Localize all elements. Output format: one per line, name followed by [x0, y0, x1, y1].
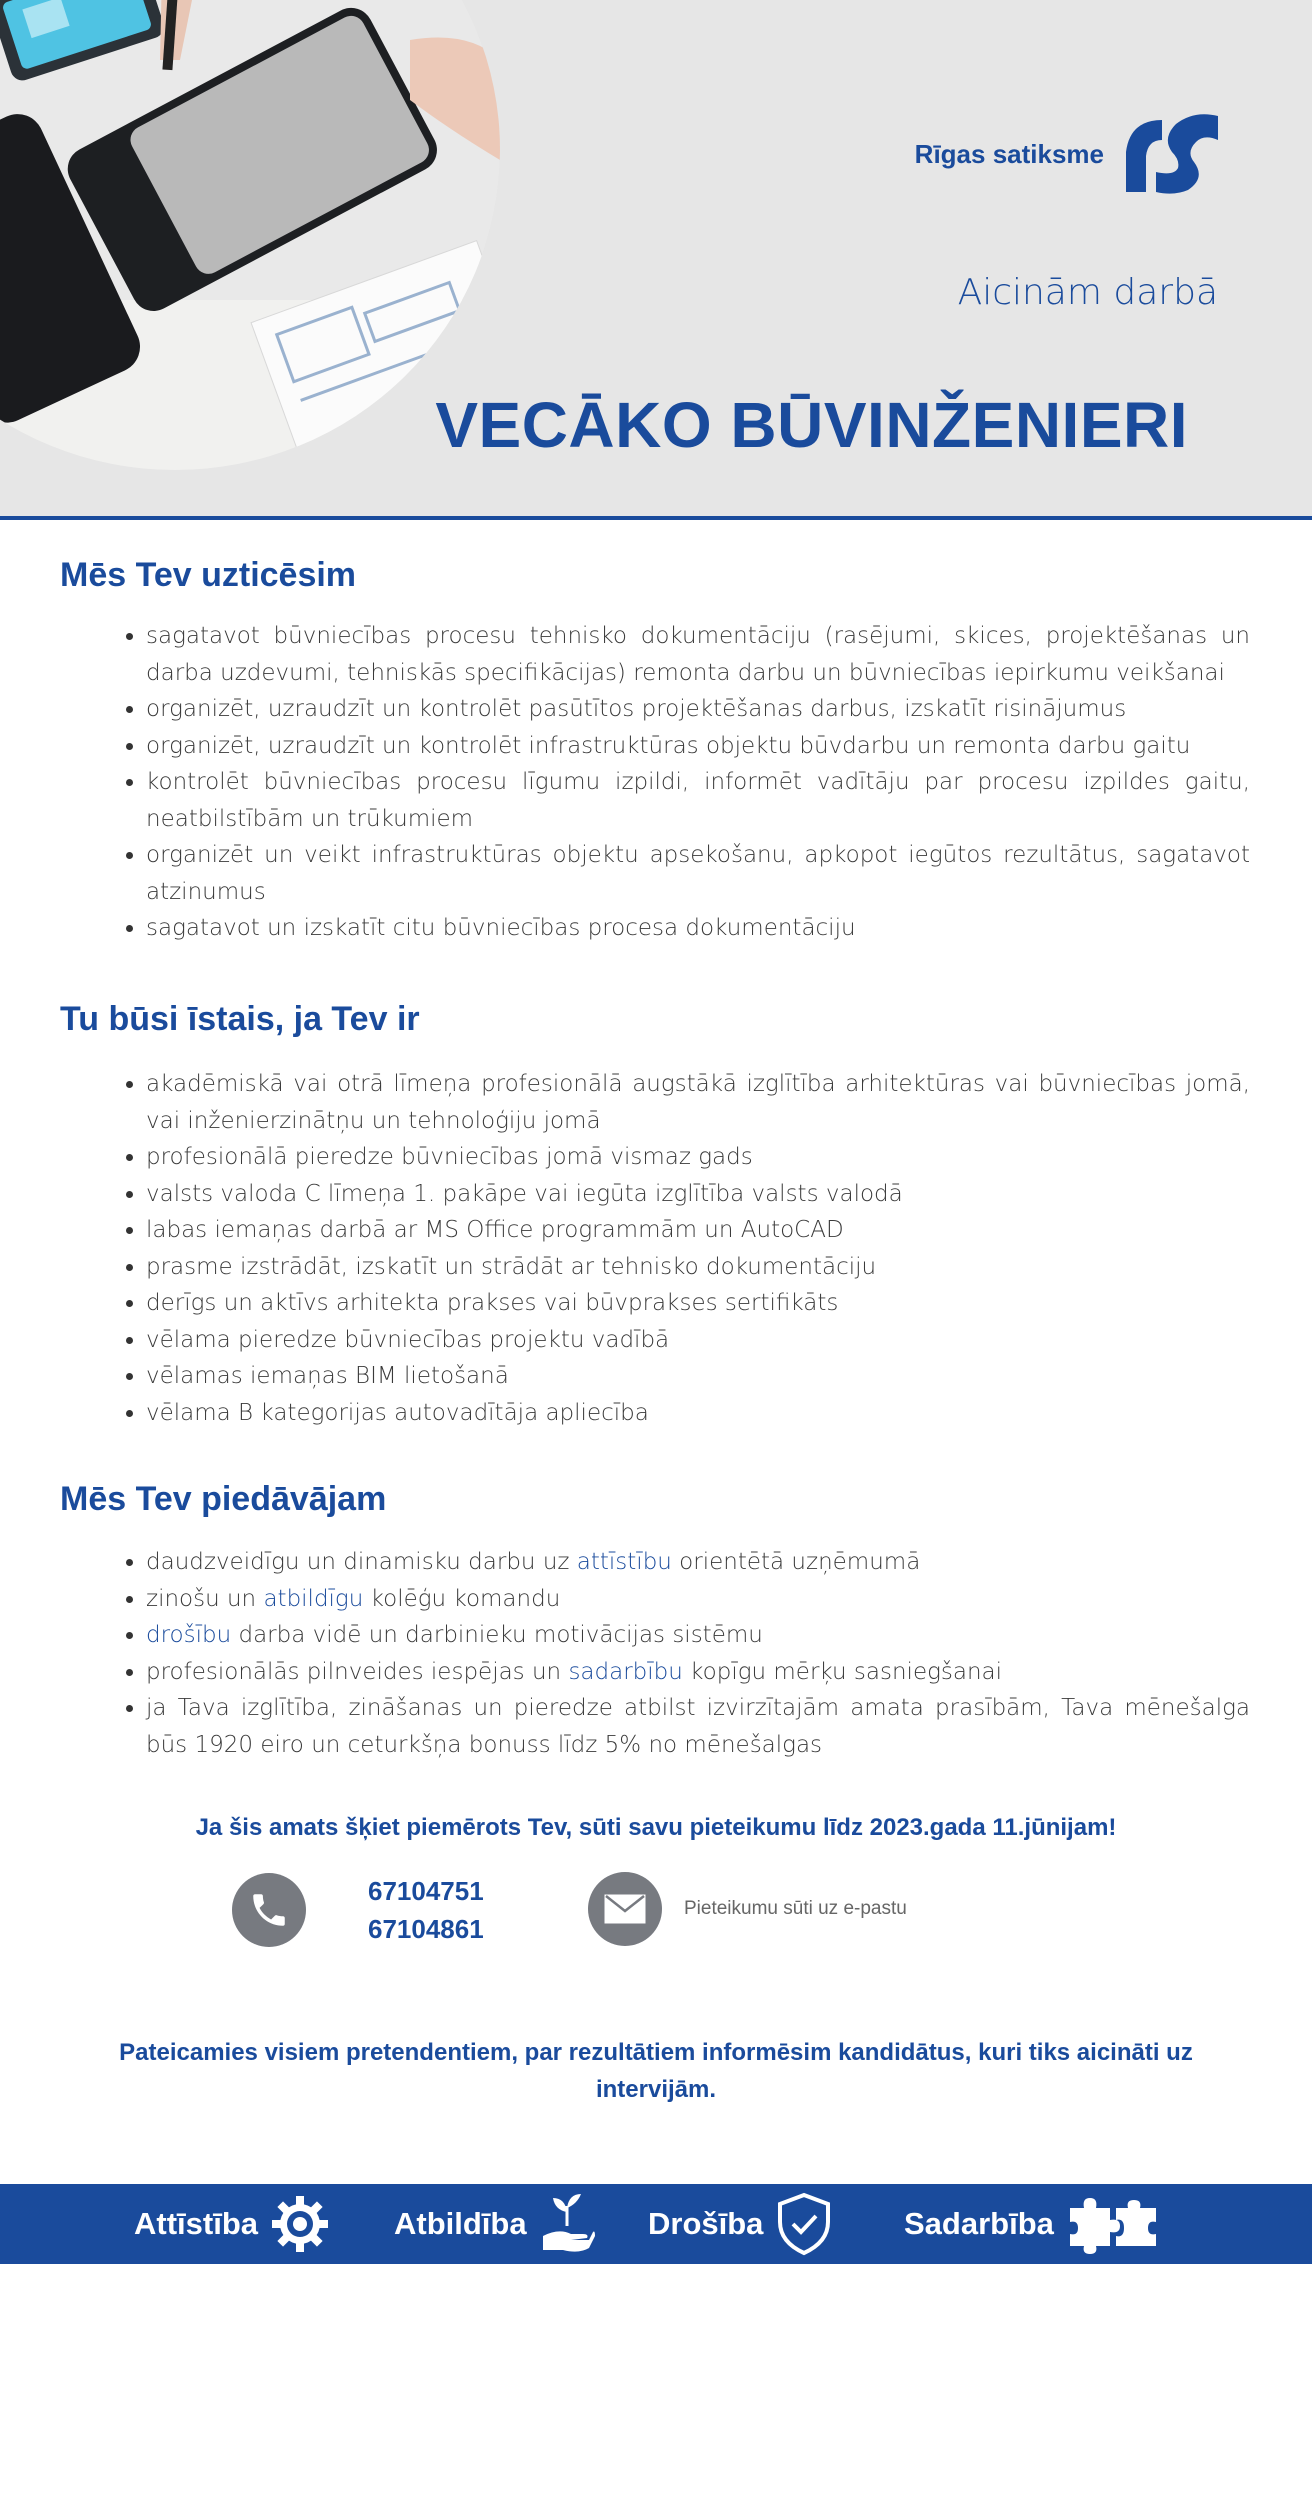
puzzle-icon: [1066, 2194, 1160, 2254]
offer-list: [100, 1544, 1250, 1763]
value-attistiba: [134, 2184, 330, 2264]
list-item: • kontrolēt būvniecības procesu līgumu izpildi, informēt vadītāju par procesu izpildes gaitu, neatbilstībām un trūkumiem: [146, 764, 1250, 837]
highlight-word: attīstību: [576, 1549, 672, 1575]
list-item: • profesionālās pilnveides iespējas un sadarbību kopīgu mērķu sasniegšanai: [146, 1654, 1250, 1691]
list-item: • prasme izstrādāt, izskatīt un strādāt ar tehnisko dokumentāciju: [146, 1249, 1250, 1286]
list-item: • vēlama B kategorijas autovadītāja apliecība: [146, 1395, 1250, 1432]
phone-number[interactable]: 67104751: [368, 1876, 484, 1906]
value-label: Atbildība: [394, 2206, 527, 2241]
invite-text: Aicinām darbā: [957, 272, 1218, 313]
header-banner: [0, 0, 1312, 520]
shield-check-icon: [775, 2192, 833, 2256]
value-label: Drošība: [648, 2206, 764, 2241]
highlight-word: atbildīgu: [263, 1585, 364, 1612]
list-item: • valsts valoda C līmeņa 1. pakāpe vai iegūta izglītība valsts valodā: [146, 1176, 1250, 1213]
highlight-word: sadarbību: [568, 1658, 683, 1685]
values-footer: [0, 2184, 1312, 2264]
highlight-word: drošību: [146, 1622, 232, 1648]
list-item: • daudzveidīgu un dinamisku darbu uz attīstību orientētā uzņēmumā: [146, 1544, 1250, 1581]
section-title-responsibilities: Mēs Tev uzticēsim: [60, 556, 357, 594]
list-item: • zinošu un atbildīgu kolēģu komandu: [146, 1581, 1250, 1618]
brand-name: Rīgas satiksme: [914, 138, 1104, 169]
list-item: • organizēt, uzraudzīt un kontrolēt pasūtītos projektēšanas darbus, izskatīt risinājumus: [146, 691, 1250, 728]
list-item: • akadēmiskā vai otrā līmeņa profesionālā augstākā izglītība arhitektūras vai būvniecības jomā, vai inženierzinātņu un tehnoloģiju jomā: [146, 1066, 1250, 1139]
value-label: Attīstība: [134, 2206, 258, 2241]
job-title: VECĀKO BŪVINŽENIERI: [435, 389, 1188, 461]
phone-number[interactable]: 67104861: [368, 1914, 484, 1944]
phone-icon: [232, 1873, 306, 1947]
list-item: • drošību darba vidē un darbinieku motivācijas sistēmu: [146, 1617, 1250, 1654]
thanks-note: Pateicamies visiem pretendentiem, par rezultātiem informēsim kandidātus, kuri tiks aicināti uz intervijām.: [119, 2039, 1193, 2103]
office-desk-photo: [0, 0, 500, 470]
list-item: • organizēt un veikt infrastruktūras objektu apsekošanu, apkopot iegūtos rezultātus, sagatavot atzinumus: [146, 837, 1250, 910]
list-item: • vēlama pieredze būvniecības projektu vadībā: [146, 1322, 1250, 1359]
list-item: • sagatavot būvniecības procesu tehnisko dokumentāciju (rasējumi, skices, projektēšanas un darba uzdevumi, tehniskās specifikācijas) remonta darbu un būvniecības iepirkumu veikšanai: [146, 618, 1250, 691]
contact-phone: [232, 1872, 484, 1948]
value-drosiba: [648, 2184, 833, 2264]
list-item: • ja Tava izglītība, zināšanas un pieredze atbilst izvirzītajām amata prasībām, Tava mēnešalga būs 1920 eiro un ceturkšņa bonuss līdz 5% no mēnešalgas: [146, 1690, 1250, 1763]
section-title-requirements: Tu būsi īstais, ja Tev ir: [60, 1000, 420, 1038]
brand-logo: [915, 112, 1222, 196]
list-item: • organizēt, uzraudzīt un kontrolēt infrastruktūras objektu būvdarbu un remonta darbu gaitu: [146, 728, 1250, 765]
hand-plant-icon: [539, 2192, 595, 2256]
value-sadarbiba: [904, 2184, 1160, 2264]
contact-email: [588, 1872, 907, 1946]
gear-icon: [270, 2194, 330, 2254]
value-atbildiba: [394, 2184, 595, 2264]
list-item: • labas iemaņas darbā ar MS Office programmām un AutoCAD: [146, 1212, 1250, 1249]
list-item: • profesionālā pieredze būvniecības jomā vismaz gads: [146, 1139, 1250, 1176]
envelope-icon: [588, 1872, 662, 1946]
list-item: • vēlamas iemaņas BIM lietošanā: [146, 1358, 1250, 1395]
value-label: Sadarbība: [904, 2206, 1054, 2241]
section-title-offer: Mēs Tev piedāvājam: [60, 1480, 387, 1518]
list-item: • derīgs un aktīvs arhitekta prakses vai būvprakses sertifikāts: [146, 1285, 1250, 1322]
list-item: • sagatavot un izskatīt citu būvniecības procesa dokumentāciju: [146, 910, 1250, 947]
rigas-satiksme-logo-icon: [1122, 112, 1222, 196]
requirements-list: [100, 1066, 1250, 1431]
email-instruction: Pieteikumu sūti uz e-pastu: [684, 1898, 907, 1919]
application-deadline: Ja šis amats šķiet piemērots Tev, sūti savu pieteikumu līdz 2023.gada 11.jūnijam!: [195, 1814, 1117, 1841]
responsibilities-list: [100, 618, 1250, 947]
